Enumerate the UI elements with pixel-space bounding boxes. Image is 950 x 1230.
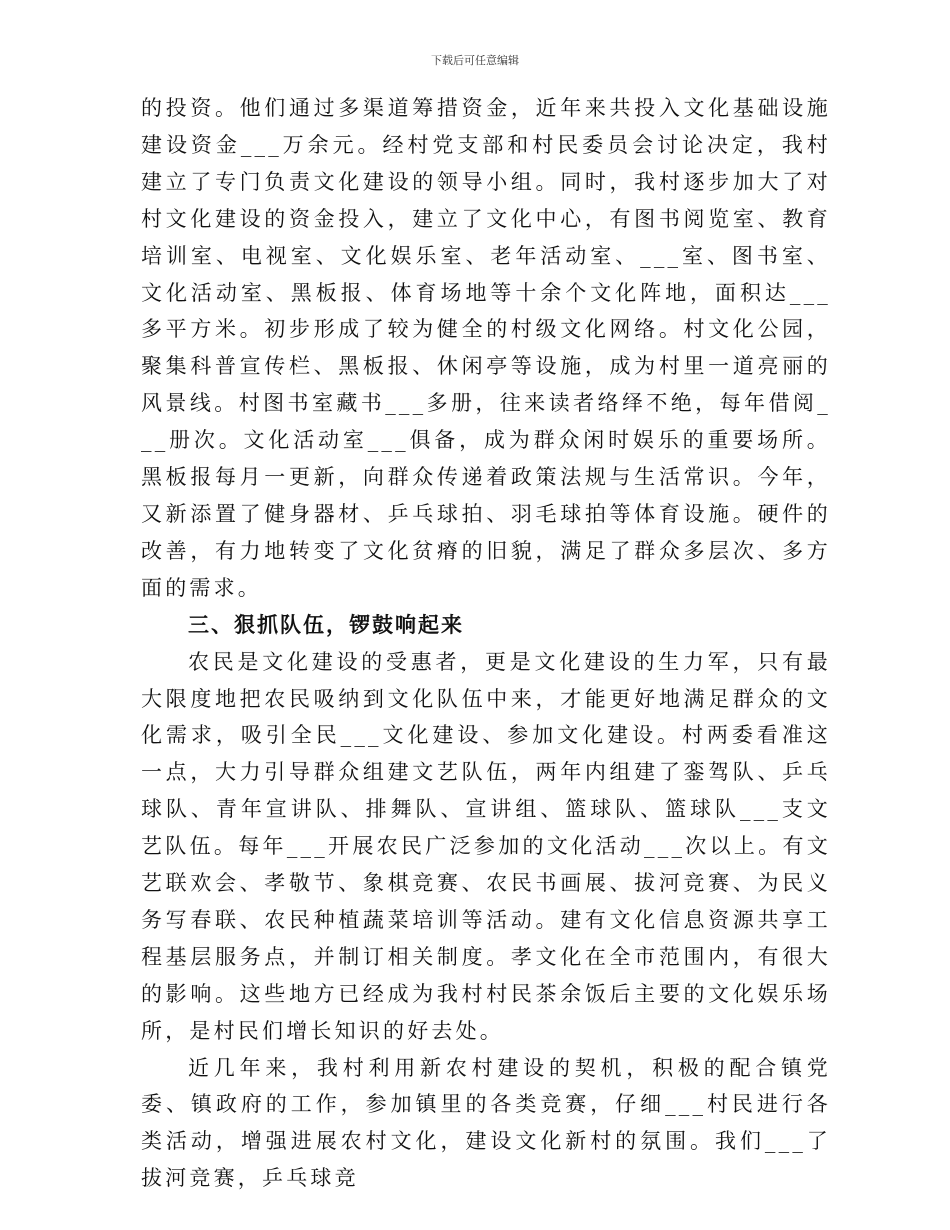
paragraph-continuation: 的投资。他们通过多渠道筹措资金，近年来共投入文化基础设施建设资金___万余元。经村党支部和村民委员会讨论决定，我村建立了专门负责文化建设的领导小组。同时，我村逐步加大了对村文化建设的资金投入，建立了文化中心，有图书阅览室、教育培训室、电视室、文化娱乐室、老年活动室、___室、图书室、文化活动室、黑板报、体育场地等十余个文化阵地，面积达___多平方米。初步形成了较为健全的村级文化网络。村文化公园，聚集科普宣传栏、黑板报、休闲亭等设施，成为村里一道亮丽的风景线。村图书室藏书___多册，往来读者络绎不绝，每年借阅___册次。文化活动室___俱备，成为群众闲时娱乐的重要场所。黑板报每月一更新，向群众传递着政策法规与生活常识。今年，又新添置了健身器材、乒乓球拍、羽毛球拍等体育设施。硬件的改善，有力地转变了文化贫瘠的旧貌，满足了群众多层次、多方面的需求。 [141,96,831,600]
document-body [141,90,831,1197]
section-heading: 三、狠抓队伍，锣鼓响起来 [188,612,464,637]
paragraph: 农民是文化建设的受惠者，更是文化建设的生力军，只有最大限度地把农民吸纳到文化队伍中来，才能更好地满足群众的文化需求，吸引全民___文化建设、参加文化建设。村两委看准这一点，大力引导群众组建文艺队伍，两年内组建了銮驾队、乒乓球队、青年宣讲队、排舞队、宣讲组、篮球队、篮球队___支文艺队伍。每年___开展农民广泛参加的文化活动___次以上。有文艺联欢会、孝敬节、象棋竞赛、农民书画展、拔河竞赛、为民义务写春联、农民种植蔬菜培训等活动。建有文化信息资源共享工程基层服务点，并制订相关制度。孝文化在全市范围内，有很大的影响。这些地方已经成为我村村民茶余饭后主要的文化娱乐场所，是村民们增长知识的好去处。 [141,649,831,1043]
paragraph: 近几年来，我村利用新农村建设的契机，积极的配合镇党委、镇政府的工作，参加镇里的各类竞赛，仔细___村民进行各类活动，增强进展农村文化，建设文化新村的氛围。我们___了拔河竞赛，乒乓球竞 [141,1055,831,1191]
page-header: 下载后可任意编辑 [431,54,519,67]
